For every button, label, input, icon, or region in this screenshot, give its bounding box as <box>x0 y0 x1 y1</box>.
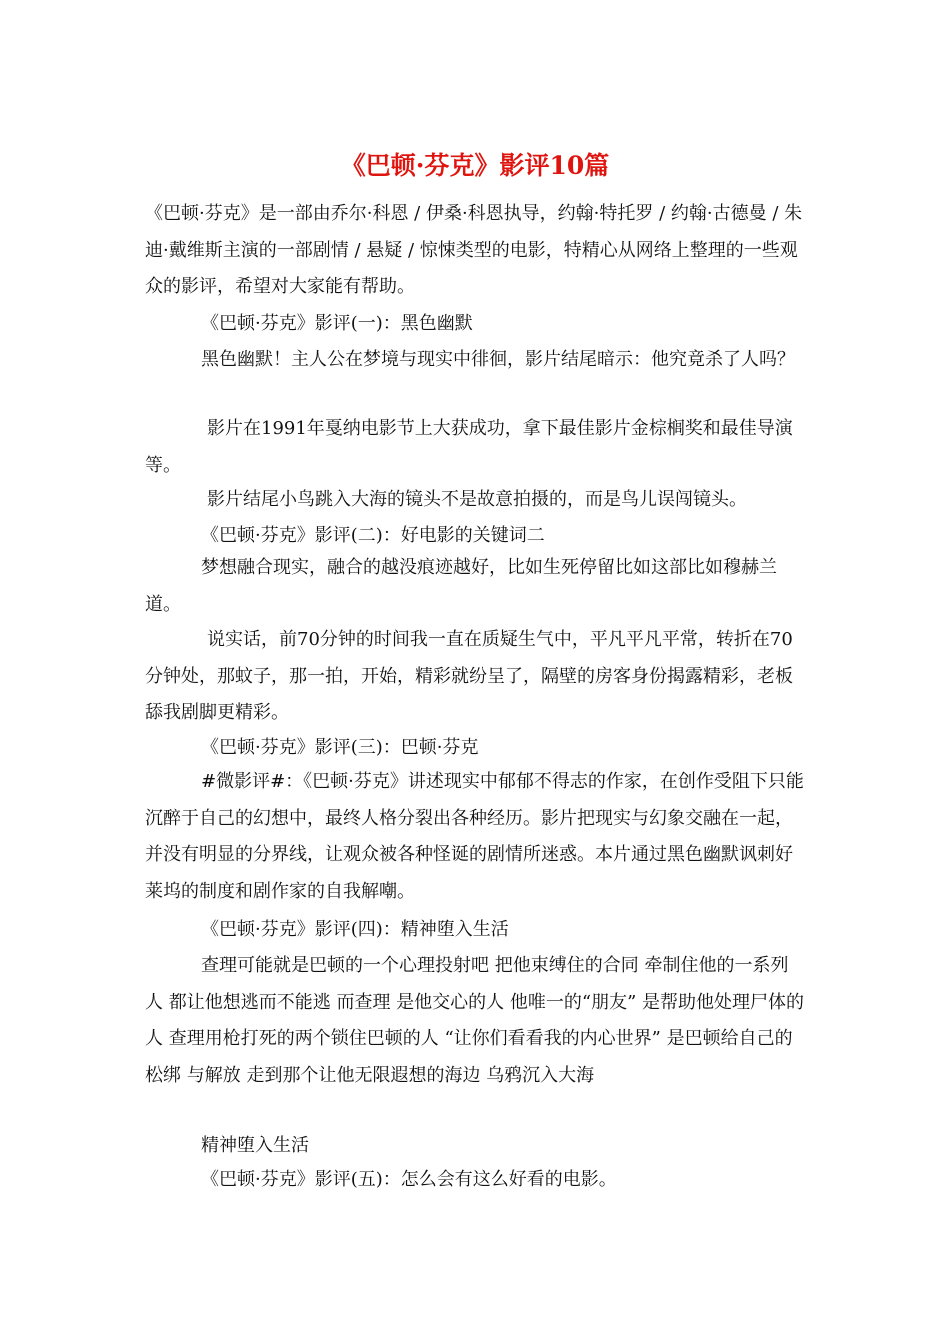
review-paragraph: #微影评#：《巴顿·芬克》讲述现实中郁郁不得志的作家，在创作受阻下只能沉醉于自己的幻想中，最终人格分裂出各种经历。影片把现实与幻象交融在一起，并没有明显的分界线，让观众被各种怪诞的剧情所迷惑。本片通过黑色幽默讽刺好莱坞的制度和剧作家的自我解嘲。 <box>145 771 804 902</box>
review-paragraph: 说实话，前70分钟的时间我一直在质疑生气中，平凡平凡平常，转折在70分钟处，那蚊子，那一拍，开始，精彩就纷呈了，隔壁的房客身份揭露精彩，老板舔我剧脚更精彩。 <box>145 629 793 723</box>
review-paragraph: 梦想融合现实，融合的越没痕迹越好，比如生死停留比如这部比如穆赫兰道。 <box>145 557 777 615</box>
review-heading-4: 《巴顿·芬克》影评(四)：精神堕入生活 <box>201 919 509 940</box>
review-paragraph: 精神堕入生活 <box>201 1135 309 1156</box>
review-heading-1: 《巴顿·芬克》影评(一)：黑色幽默 <box>201 313 473 334</box>
review-paragraph: 影片结尾小鸟跳入大海的镜头不是故意拍摄的，而是鸟儿误闯镜头。 <box>207 489 747 510</box>
review-paragraph: 影片在1991年戛纳电影节上大获成功，拿下最佳影片金棕榈奖和最佳导演等。 <box>145 418 793 476</box>
document-title: 《巴顿·芬克》影评10篇 <box>340 151 610 180</box>
review-heading-2: 《巴顿·芬克》影评(二)：好电影的关键词二 <box>201 525 545 546</box>
intro-paragraph: 《巴顿·芬克》是一部由乔尔·科恩 / 伊桑·科恩执导，约翰·特托罗 / 约翰·古德曼 / 朱迪·戴维斯主演的一部剧情 / 悬疑 / 惊悚类型的电影，特精心从网络上整理的一些观众的影评，希望对大家能有帮助。 <box>145 203 803 297</box>
review-heading-3: 《巴顿·芬克》影评(三)：巴顿·芬克 <box>201 737 479 758</box>
review-heading-5: 《巴顿·芬克》影评(五)：怎么会有这么好看的电影。 <box>201 1169 617 1190</box>
review-paragraph: 查理可能就是巴顿的一个心理投射吧 把他束缚住的合同 牵制住他的一系列人 都让他想逃而不能逃 而查理 是他交心的人 他唯一的“朋友” 是帮助他处理尸体的人 查理用枪打死的两个锁住巴顿的人 “让你们看看我的内心世界” 是巴顿给自己的松绑 与解放 走到那个让他无限遐想的海边 乌鸦沉入大海 <box>145 955 805 1086</box>
review-paragraph: 黑色幽默！主人公在梦境与现实中徘徊，影片结尾暗示：他究竟杀了人吗？ <box>201 349 795 370</box>
